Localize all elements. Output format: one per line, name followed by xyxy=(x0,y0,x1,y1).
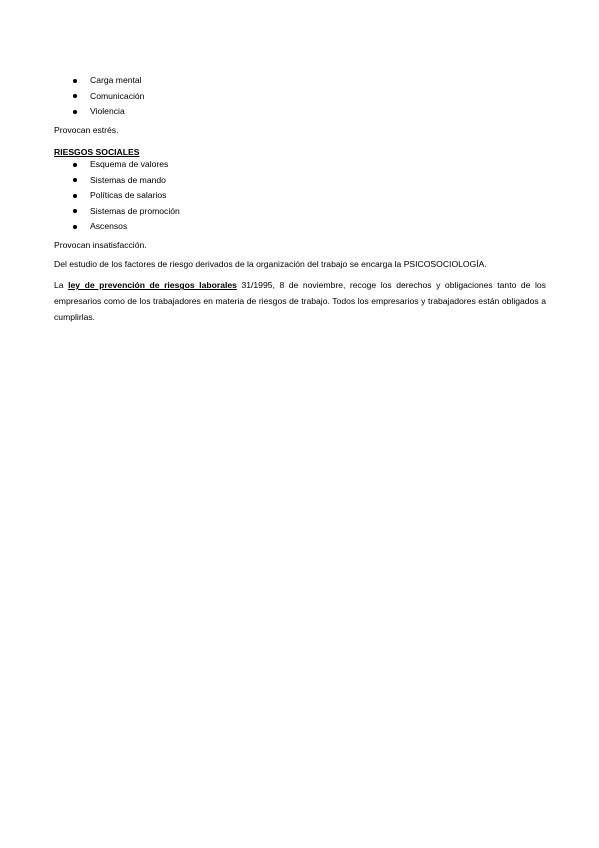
list-item-text: Ascensos xyxy=(90,221,128,232)
list-item xyxy=(54,89,546,105)
list-item-text: Esquema de valores xyxy=(90,159,169,170)
bullet-icon xyxy=(73,209,77,213)
list-item xyxy=(54,219,546,235)
paragraph-dissatisfaction: Provocan insatisfacción. xyxy=(54,239,147,250)
list-item-text: Sistemas de mando xyxy=(90,174,166,185)
list-item xyxy=(54,173,546,189)
list-item-text: Carga mental xyxy=(90,75,142,85)
bullet-icon xyxy=(73,163,77,167)
bullet-icon xyxy=(73,110,77,114)
document-content xyxy=(54,73,546,326)
list-item-text: Políticas de salarios xyxy=(90,190,167,201)
bullet-icon xyxy=(73,178,77,182)
list-item xyxy=(54,204,546,220)
list-item xyxy=(54,157,546,173)
list-item-text: Sistemas de promoción xyxy=(90,205,180,216)
list-item xyxy=(54,73,546,89)
bullet-icon xyxy=(73,79,77,83)
list-item xyxy=(54,104,546,120)
section-heading-social-risks: RIESGOS SOCIALES xyxy=(54,146,140,157)
bullet-icon xyxy=(73,94,77,98)
law-intro-text: La xyxy=(54,280,69,291)
bullet-list-psychological-risks xyxy=(54,73,546,120)
paragraph-law xyxy=(54,278,546,325)
bullet-list-social-risks xyxy=(54,157,546,235)
list-item-text: Comunicación xyxy=(90,90,145,101)
list-item-text: Violencia xyxy=(90,106,125,116)
paragraph-psychosociology: Del estudio de los factores de riesgo derivados de la organización del trabajo se encarga la PSICOSOCIOLOGÍA. xyxy=(54,258,487,269)
law-name: ley de prevención de riesgos laborales xyxy=(68,280,237,291)
paragraph-stress: Provocan estrés. xyxy=(54,124,119,135)
bullet-icon xyxy=(73,225,77,229)
list-item xyxy=(54,188,546,204)
bullet-icon xyxy=(73,194,77,198)
law-body-text: 31/1995, 8 de noviembre, recoge los derechos y obligaciones tanto de los empresarios como de los trabajadores en materia de riesgos de trabajo. Todos los empresarios y trabajadores están obligados a cumplirlas. xyxy=(54,280,546,322)
